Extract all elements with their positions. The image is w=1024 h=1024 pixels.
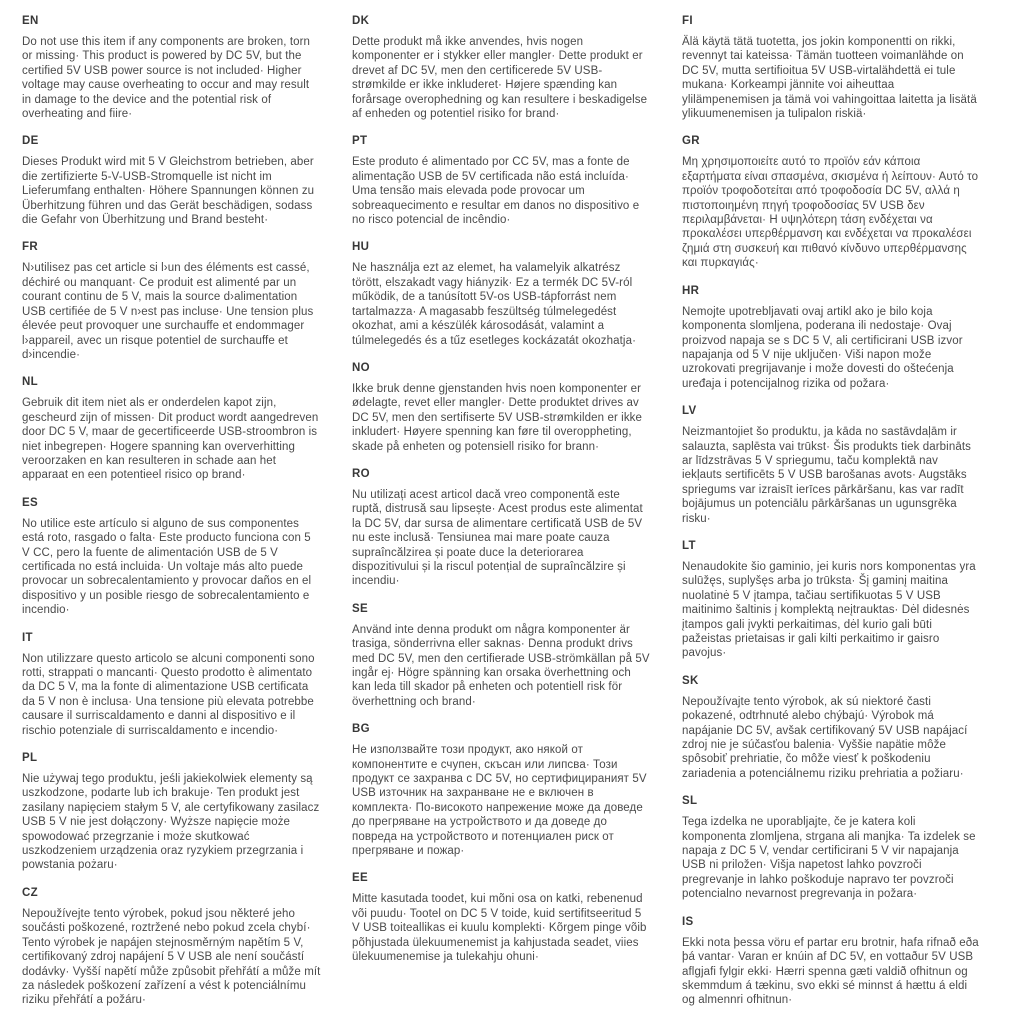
warning-text-pl: Nie używaj tego produktu, jeśli jakiekolwiek elementy są uszkodzone, podarte lub ich brakuje· Ten produkt jest zasilany napięciem stałym 5 V, ale certyfikowany zasilacz USB 5 V nie jest dołączony· Wyższe napięcie może spowodować przegrzanie i może skutkować uszkodzeniem urządzenia oraz ryzykiem przegrzania i powstania pożaru· bbox=[22, 773, 320, 872]
language-code-cz: CZ bbox=[22, 886, 38, 899]
warning-text-en: Do not use this item if any components are broken, torn or missing· This product is powered by DC 5V, but the certified 5V USB power source is not included· Higher voltage may cause overheating to occur and may result in damage to the device and the potential risk of overheating and fiire· bbox=[22, 36, 311, 121]
language-code-ee: EE bbox=[352, 872, 368, 885]
section-ro bbox=[352, 467, 651, 589]
language-code-hr: HR bbox=[682, 284, 700, 297]
warning-text-cz: Nepoužívejte tento výrobek, pokud jsou některé jeho součásti poškozené, roztržené nebo pokud zcela chybí· Tento výrobek je napájen stejnosměrným napětím 5 V, certifikovaný zdroj napájení 5 V USB ale není součástí dodávky· Vyšší napětí může způsobit přehřátí a může mít za následek poškození zařízení a vést k potenciálnímu riziku přehřátí a požáru· bbox=[22, 907, 321, 1007]
warning-text-ro: Nu utilizați acest articol dacă vreo componentă este ruptă, distrusă sau lipsește· Acest produs este alimentat la DC 5V, dar sursa de alimentare certificată USB de 5V nu este inclusă· Tensiunea mai mare poate cauza supraîncălzirea și poate duce la deteriorarea dispozitivului și la riscul potențial de supraîncălzire și incendiu· bbox=[352, 488, 643, 588]
language-code-gr: GR bbox=[682, 135, 700, 148]
section-pt bbox=[352, 134, 651, 227]
warning-text-gr: Μη χρησιμοποιείτε αυτό το προϊόν εάν κάποια εξαρτήματα είναι σπασμένα, σκισμένα ή λείπουν· Αυτό το προϊόν τροφοδοτείται από τροφοδοσία DC 5V, αλλά η πιστοποιημένη πηγή τροφοδοσίας 5V USB δεν περιλαμβάνεται· Η υψηλότερη τάση ενδέχεται να προκαλέσει υπερθέρμανση και ενδέχεται να προκαλέσει ζημιά στη συσκευή και πιθανό κίνδυνο υπερθέρμανσης και πυρκαγιάς· bbox=[682, 156, 979, 270]
warning-text-ee: Mitte kasutada toodet, kui mõni osa on katki, rebenenud või puudu· Tootel on DC 5 V toide, kuid sertifitseeritud 5 V USB toiteallikas ei kuulu komplekti· Kõrgem pinge võib põhjustada ülekuumenemist ja kahjustada seadet, viies ülekuumenemise ja tulekahju ohuni· bbox=[352, 893, 647, 964]
section-ee bbox=[352, 871, 651, 964]
language-code-dk: DK bbox=[352, 15, 370, 27]
section-lv bbox=[682, 404, 981, 526]
language-code-sl: SL bbox=[682, 795, 698, 808]
section-it bbox=[22, 631, 321, 738]
warning-text-es: No utilice este artículo si alguno de sus componentes está roto, rasgado o falta· Este producto funciona con 5 V CC, pero la fuente de alimentación USB de 5 V certificada no está incluida· Un voltaje más alto puede provocar un sobrecalentamiento y provocar daños en el dispositivo y un posible riesgo de sobrecalentamiento e incendio· bbox=[22, 517, 312, 617]
column-1 bbox=[22, 14, 321, 1024]
warning-text-bg: Не използвайте този продукт, ако някой от компонентите е счупен, скъсан или липсва· Този продукт се захранва с DC 5V, но сертифицираният 5V USB източник на захранване не е включен в комплекта· По-високото напрежение може да доведе до прегряване на устройството и да доведе до повреда на устройството и потенциален риск от прегряване и пожар· bbox=[352, 744, 647, 858]
column-3 bbox=[682, 14, 981, 1024]
warning-text-pt: Este produto é alimentado por CC 5V, mas a fonte de alimentação USB de 5V certificada não está incluída· Uma tensão mais elevada pode provocar um sobreaquecimento e resultar em danos no dispositivo e no risco potencial de incêndio· bbox=[352, 156, 640, 227]
warning-text-it: Non utilizzare questo articolo se alcuni componenti sono rotti, strappati o mancanti· Questo prodotto è alimentato da DC 5 V, ma la fonte di alimentazione USB certificata da 5 V non è inclusa· Una tensione più elevata potrebbe causare il surriscaldamento e danni al dispositivo e il rischio potenziale di surriscaldamento e incendio· bbox=[22, 652, 315, 737]
section-hr bbox=[682, 284, 981, 391]
section-fi bbox=[682, 14, 981, 121]
language-code-fr: FR bbox=[22, 241, 38, 254]
language-code-pl: PL bbox=[22, 752, 38, 765]
section-fr bbox=[22, 240, 321, 362]
language-code-sk: SK bbox=[682, 674, 699, 687]
language-code-se: SE bbox=[352, 602, 368, 615]
warning-text-nl: Gebruik dit item niet als er onderdelen kapot zijn, gescheurd zijn of missen· Dit product wordt aangedreven door DC 5 V, maar de gecertificeerde USB-stroombron is niet inbegrepen· Hogere spanning kan oververhitting veroorzaken en kan resulteren in schade aan het apparaat en een potentieel risico op brand· bbox=[22, 397, 319, 482]
section-nl bbox=[22, 375, 321, 482]
language-code-ro: RO bbox=[352, 467, 370, 480]
section-lt bbox=[682, 539, 981, 661]
section-es bbox=[22, 496, 321, 618]
language-code-nl: NL bbox=[22, 376, 38, 389]
warning-text-no: Ikke bruk denne gjenstanden hvis noen komponenter er ødelagte, revet eller mangler· Dette produktet drives av DC 5V, men den sertifiserte 5V USB-strømkilden er ikke inkludert· Høyere spenning kan føre til overoppheting, skade på enheten og potensiell risiko for brann· bbox=[352, 382, 643, 453]
section-hu bbox=[352, 240, 651, 347]
warning-text-lt: Nenaudokite šio gaminio, jei kuris nors komponentas yra sulūžęs, suplyšęs arba jo trūksta· Šį gaminį maitina nuolatinė 5 V įtampa, tačiau sertifikuotas 5 V USB maitinimo šaltinis į komplektą neįtrauktas· Dėl didesnės įtampos gali įvykti perkaitimas, dėl kurio gali būti pažeistas prietaisas ir gali kilti perkaitimo ir gaisro pavojus· bbox=[682, 560, 976, 660]
section-sl bbox=[682, 794, 981, 901]
section-is bbox=[682, 915, 981, 1008]
section-dk bbox=[352, 14, 651, 121]
warning-text-se: Använd inte denna produkt om några komponenter är trasiga, sönderrivna eller saknas· Denna produkt drivs med DC 5V, men den certifierade USB-strömkällan på 5V ingår ej· Högre spänning kan orsaka överhettning och kan leda till skador på enheten och potentiell risk för överhettning och brand· bbox=[352, 623, 650, 708]
section-en bbox=[22, 14, 321, 121]
section-de bbox=[22, 134, 321, 227]
warning-text-fi: Älä käytä tätä tuotetta, jos jokin komponentti on rikki, revennyt tai kateissa· Tämän tuotteen voimanlähde on DC 5V, mutta sertifioitua 5V USB-virtalähdettä ei tule mukana· Korkeampi jännite voi aiheuttaa ylilämpenemisen ja tämä voi vahingoittaa laitetta ja lisätä ylikuumenemisen ja tulipalon riskiä· bbox=[682, 36, 977, 121]
section-no bbox=[352, 361, 651, 454]
warning-text-hu: Ne használja ezt az elemet, ha valamelyik alkatrész törött, elszakadt vagy hiányzik· Ez a termék DC 5V-ról működik, de a tanúsított 5V-os USB-tápforrást nem tartalmazza· A magasabb feszültség túlmelegedést okozhat, ami a készülék károsodását, valamint a túlmelegedés és a tűz esetleges kockázatát okozhatja· bbox=[352, 262, 637, 347]
language-code-de: DE bbox=[22, 135, 39, 148]
column-2 bbox=[352, 14, 651, 1024]
language-code-hu: HU bbox=[352, 241, 370, 254]
section-se bbox=[352, 602, 651, 709]
language-code-pt: PT bbox=[352, 135, 368, 148]
language-code-bg: BG bbox=[352, 723, 370, 736]
warning-text-is: Ekki nota þessa vöru ef partar eru brotnir, hafa rifnað eða þá vantar· Varan er knúin af DC 5V, en vottaður 5V USB aflgjafi fylgir ekki· Hærri spenna gæti valdið ofhitnun og skemmdum á tækinu, svo ekki sé minnst á hættu á eldi og almennri ofhitnun· bbox=[682, 936, 979, 1007]
warning-text-dk: Dette produkt må ikke anvendes, hvis nogen komponenter er i stykker eller mangler· Dette produkt er drevet af DC 5V, men den certificerede 5V USB-strømkilde er ikke inkluderet· Højere spænding kan forårsage overophedning og kan resultere i beskadigelse af enheden og potentiel risiko for brand· bbox=[352, 36, 648, 121]
warning-text-sk: Nepoužívajte tento výrobok, ak sú niektoré časti pokazené, odtrhnuté alebo chýbajú· Výrobok má napájanie DC 5V, avšak certifikovaný 5V USB napájací zdroj nie je súčasťou balenia· Vyššie napätie môže spôsobiť prehriatie, čo môže viesť k poškodeniu zariadenia a potenciálnemu riziku prehriatia a požiaru· bbox=[682, 695, 968, 780]
warning-text-hr: Nemojte upotrebljavati ovaj artikl ako je bilo koja komponenta slomljena, poderana ili nedostaje· Ovaj proizvod napaja se s DC 5 V, ali certificirani USB izvor napajanja od 5 V nije uključen· Viši napon može uzrokovati pregrijavanje i može dovesti do oštećenja uređaja i potencijalnog rizika od požara· bbox=[682, 305, 963, 390]
warning-text-fr: N›utilisez pas cet article si l›un des éléments est cassé, déchiré ou manquant· Ce produit est alimenté par un courant continu de 5 V, mais la source d›alimentation USB certifiée de 5 V n›est pas incluse· Une tension plus élevée peut provoquer une surchauffe et endommager l›appareil, avec un risque potentiel de surchauffe et d›incendie· bbox=[22, 262, 314, 361]
language-code-is: IS bbox=[682, 915, 694, 928]
language-code-en: EN bbox=[22, 15, 39, 27]
section-sk bbox=[682, 674, 981, 781]
language-code-no: NO bbox=[352, 361, 370, 374]
section-gr bbox=[682, 134, 981, 270]
section-pl bbox=[22, 751, 321, 873]
warning-text-sl: Tega izdelka ne uporabljajte, če je katera koli komponenta zlomljena, strgana ali manjka· Ta izdelek se napaja z DC 5 V, vendar certificirani 5 V vir napajanja USB ni priložen· Višja napetost lahko povzroči pregrevanje in lahko poškoduje napravo ter povzroči potencialno nevarnost pregrevanja in požara· bbox=[682, 816, 976, 901]
language-code-it: IT bbox=[22, 631, 33, 644]
warning-text-lv: Neizmantojiet šo produktu, ja kāda no sastāvdaļām ir salauzta, saplēsta vai trūkst· Šis produkts tiek darbināts ar līdzstrāvas 5 V spriegumu, taču komplektā nav iekļauts sertificēts 5 V USB barošanas avots· Augstāks spriegums var izraisīt ierīces pārkāršanu, kas var radīt bojājumus un potenciālu pārkāršanas un ugunsgrēka risku· bbox=[682, 426, 971, 525]
language-code-lt: LT bbox=[682, 539, 696, 552]
section-bg bbox=[352, 722, 651, 858]
warning-text-de: Dieses Produkt wird mit 5 V Gleichstrom betrieben, aber die zertifizierte 5-V-USB-Stromquelle ist nicht im Lieferumfang enthalten· Höhere Spannungen können zu Überhitzung führen und das Gerät beschädigen, sodass die Gefahr von Überhitzung und Brand besteht· bbox=[22, 156, 315, 227]
language-code-fi: FI bbox=[682, 15, 693, 27]
language-code-lv: LV bbox=[682, 405, 697, 418]
section-cz bbox=[22, 886, 321, 1008]
language-code-es: ES bbox=[22, 496, 38, 509]
